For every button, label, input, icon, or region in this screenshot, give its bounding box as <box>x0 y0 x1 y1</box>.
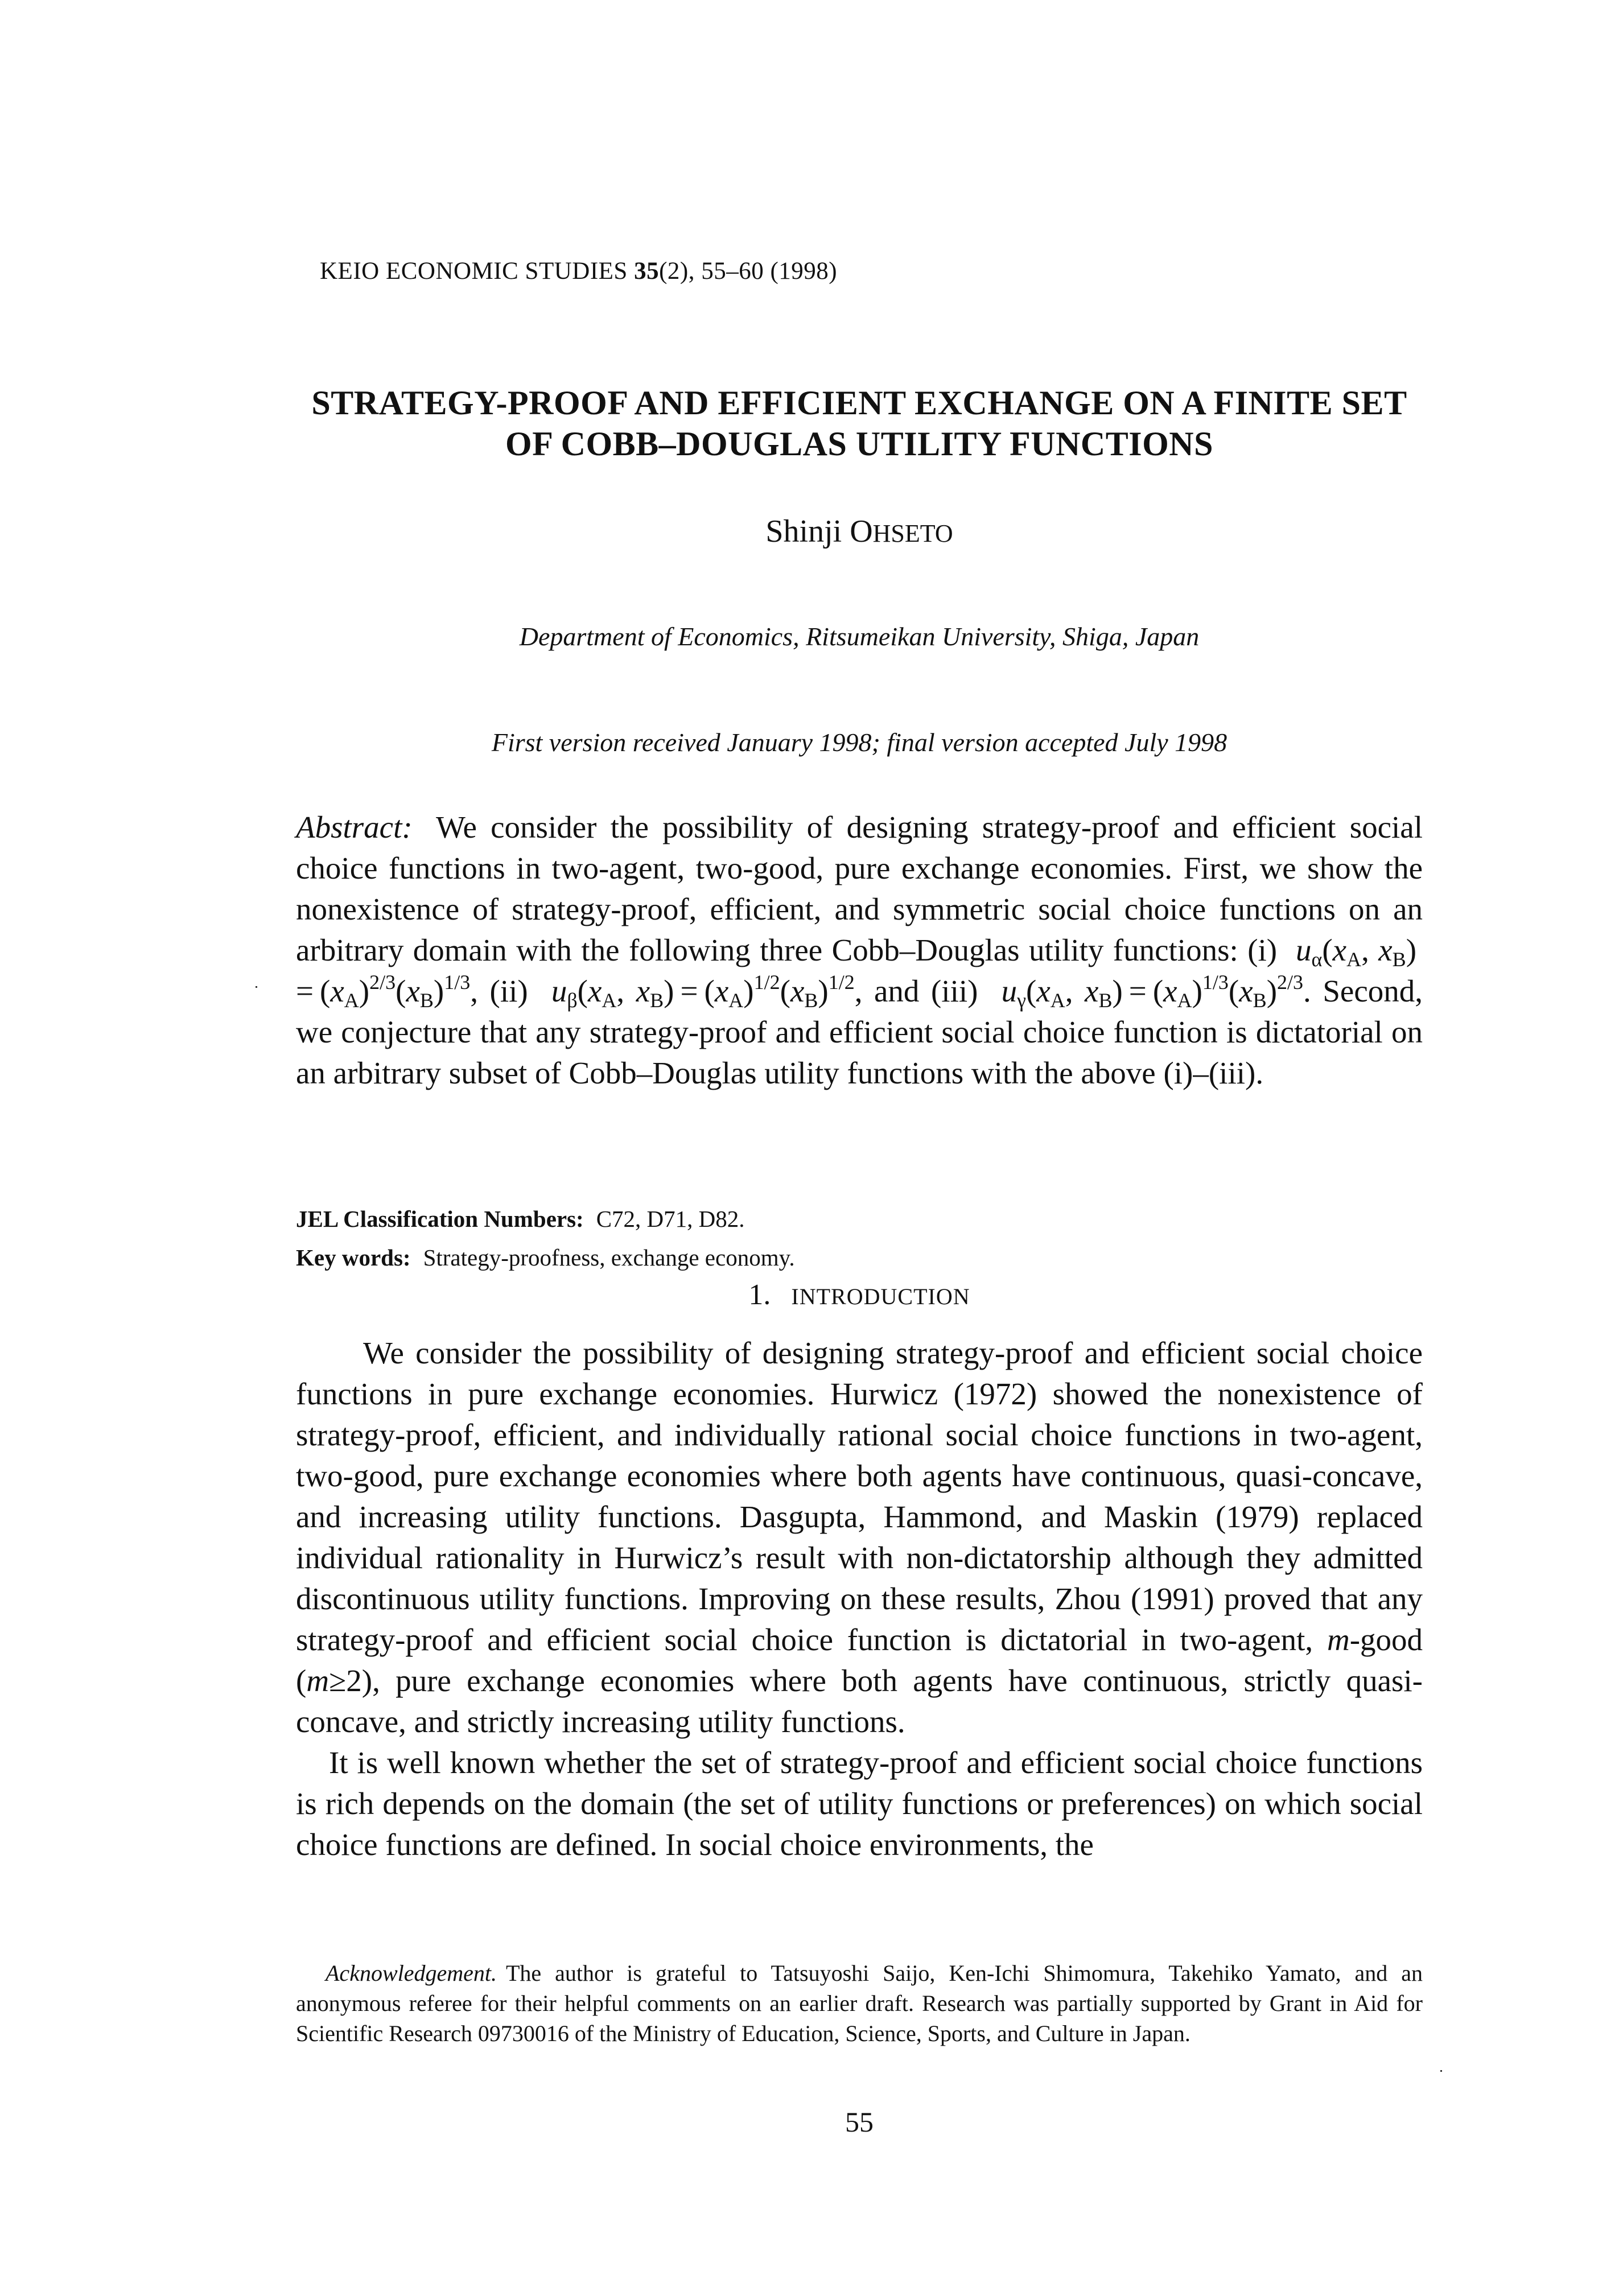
var-x: x <box>714 974 729 1008</box>
introduction-body <box>296 1333 1423 1865</box>
abstract-label: Abstract: <box>296 810 413 844</box>
var-x: x <box>1085 974 1099 1008</box>
abstract-text-2: Second, we conjecture that any strategy-proof and efficient social choice function is dictatorial on an arbitrary subset of Cobb–Douglas utility functions with the above (i)–(iii). <box>296 974 1423 1090</box>
exponent-b: 1/2 <box>828 971 855 994</box>
good-b: B <box>1253 989 1267 1012</box>
utility-subscript: α <box>1311 948 1323 971</box>
intro-p1-m: m <box>1327 1622 1350 1657</box>
paper-title <box>296 382 1423 464</box>
formula-label: (i) <box>1247 933 1296 967</box>
author <box>296 513 1423 550</box>
section-number: 1. <box>748 1279 771 1311</box>
utility-symbol: u <box>1001 974 1018 1008</box>
exponent-b: 2/3 <box>1277 971 1304 994</box>
intro-p1-text-a: We consider the possibility of designing strategy-proof and efficient social choice functions in pure exchange economies. Hurwicz (1972) showed the nonexistence of strategy-proof, efficient, and individually rational social choice functions in two-agent, two-good, pure exchange economies where both agents have continuous, quasi-concave, and increasing utility functions. Dasgupta, Hammond, and Maskin (1979) replaced individual rationality in Hurwicz’s result with non-dictatorship although they admitted discontinuous utility functions. Improving on these results, Zhou (1991) proved that any strategy-proof and efficient social choice function is dictatorial in two-agent, <box>296 1335 1423 1657</box>
utility-symbol: u <box>1295 933 1312 967</box>
jel-classification <box>296 1199 1423 1238</box>
author-last-name <box>850 514 953 549</box>
intro-paragraph-1 <box>296 1333 1423 1742</box>
var-x: x <box>636 974 650 1008</box>
formula-2: (ii) $u_\beta(x_A$, $x_B) = (x_A)^{1/2}(x_B)^{1/2}$, and <box>489 971 931 1012</box>
good-a: A <box>602 989 617 1012</box>
var-x: x <box>330 974 344 1008</box>
good-a: A <box>344 989 359 1012</box>
section-heading <box>296 1278 1423 1312</box>
var-x: x <box>406 974 420 1008</box>
intro-paragraph-2: It is well known whether the set of strategy-proof and efficient social choice functions is rich depends on the domain (the set of utility functions or preferences) on which social choice functions are defined. In social choice environments, the <box>296 1745 1423 1862</box>
journal-issue: (2), 55–60 (1998) <box>659 258 838 285</box>
var-x: x <box>1163 974 1177 1008</box>
journal-header <box>320 257 837 285</box>
formula-1: (i) $u_\alpha(x_A$, $x_B) = (x_A)^{2/3}(x_B)^{1/3}$, <box>296 933 1423 1012</box>
abstract-text-1: We consider the possibility of designing strategy-proof and efficient social choice functions in two-agent, two-good, pure exchange economies. First, we show the nonexistence of strategy-proof, efficient, and symmetric social choice functions on an arbitrary domain with the following three Cobb–Douglas utility functions: <box>296 810 1423 967</box>
journal-name: KEIO ECONOMIC STUDIES <box>320 258 628 285</box>
submission-dates: First version received January 1998; final version accepted July 1998 <box>491 728 1227 757</box>
exponent-a: 1/2 <box>753 971 780 994</box>
affiliation: Department of Economics, Ritsumeikan University, Shiga, Japan <box>519 622 1200 651</box>
var-x: x <box>1332 933 1347 967</box>
utility-subscript: γ <box>1017 989 1026 1012</box>
author-last-rest: HSETO <box>872 520 953 547</box>
scan-speck <box>1440 2070 1442 2072</box>
page-number: 55 <box>845 2106 874 2138</box>
intro-p1-m-cond: m <box>306 1663 329 1698</box>
utility-subscript: β <box>567 989 578 1012</box>
good-a: A <box>728 989 744 1012</box>
journal-volume: 35 <box>634 258 660 285</box>
var-x: x <box>1378 933 1393 967</box>
exponent-a: 2/3 <box>369 971 396 994</box>
good-a: A <box>1050 989 1065 1012</box>
title-line-2: OF COBB–DOUGLAS UTILITY FUNCTIONS <box>505 425 1213 463</box>
good-b: B <box>1392 948 1406 971</box>
title-line-1: STRATEGY-PROOF AND EFFICIENT EXCHANGE ON A FINITE SET <box>311 384 1407 422</box>
jel-value: C72, D71, D82. <box>596 1206 745 1232</box>
keywords <box>296 1238 1423 1277</box>
good-b: B <box>650 989 664 1012</box>
jel-label: JEL Classification Numbers: <box>296 1206 584 1232</box>
var-x: x <box>790 974 805 1008</box>
abstract <box>296 807 1423 1094</box>
good-b: B <box>1098 989 1113 1012</box>
formula-punct: , <box>470 974 490 1008</box>
formula-punct: . <box>1303 974 1323 1008</box>
keywords-label: Key words: <box>296 1244 411 1271</box>
acknowledgement-footnote <box>296 1958 1423 2048</box>
var-x: x <box>1239 974 1253 1008</box>
good-b: B <box>419 989 434 1012</box>
formula-punct: , and <box>854 974 931 1008</box>
good-a: A <box>1177 989 1192 1012</box>
author-first-name: Shinji <box>765 514 842 549</box>
good-b: B <box>804 989 818 1012</box>
utility-symbol: u <box>551 974 567 1008</box>
acknowledgement-label: Acknowledgement. <box>326 1960 497 1986</box>
author-last-initial: O <box>850 514 873 549</box>
formula-label: (iii) <box>930 974 1002 1008</box>
formula-label: (ii) <box>489 974 551 1008</box>
formula-3: (iii) $u_\gamma(x_A$, $x_B) = (x_A)^{1/3}(x_B)^{2/3}$. <box>930 971 1323 1012</box>
section-title: INTRODUCTION <box>791 1284 970 1309</box>
keywords-value: Strategy-proofness, exchange economy. <box>423 1244 795 1271</box>
good-a: A <box>1346 948 1362 971</box>
var-x: x <box>588 974 602 1008</box>
exponent-b: 1/3 <box>444 971 471 994</box>
intro-p1-text-b: -good ( <box>296 1622 1423 1698</box>
acknowledgement-text: The author is grateful to Tatsuyoshi Saijo, Ken-Ichi Shimomura, Takehiko Yamato, and an anonymous referee for their helpful comments on an earlier draft. Research was partially supported by Grant in Aid for Scientific Research 09730016 of the Ministry of Education, Science, Sports, and Culture in Japan. <box>296 1960 1423 2046</box>
scan-speck <box>256 986 257 988</box>
var-x: x <box>1036 974 1051 1008</box>
intro-p1-text-c: ≥2), pure exchange economies where both agents have continuous, strictly quasi-concave, and strictly increasing utility functions. <box>296 1663 1423 1739</box>
exponent-a: 1/3 <box>1202 971 1229 994</box>
